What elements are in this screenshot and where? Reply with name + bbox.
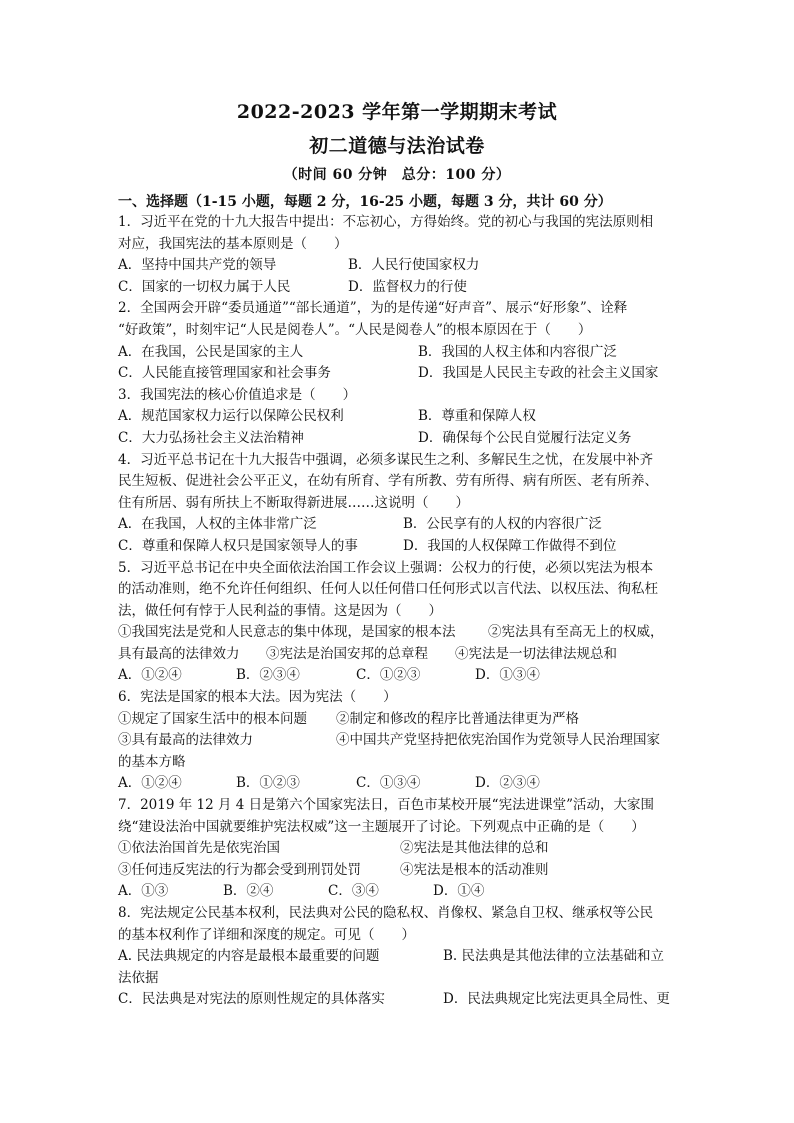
option-row: [118, 277, 680, 299]
statement-4: ④中国共产党坚持把依宪治国作为党领导人民治理国家: [336, 732, 660, 749]
option-a: A．①③: [118, 883, 169, 900]
option-b: B．人民行使国家权力: [348, 257, 480, 274]
option-c: C．大力弘扬社会主义法治精神: [118, 429, 304, 446]
statement-2: ②宪法是其他法律的总和: [400, 840, 549, 857]
option-c: C．尊重和保障人权只是国家领导人的事: [118, 537, 358, 554]
question-stem: 3．我国宪法的核心价值追求是（ ）: [118, 386, 357, 403]
option-b: B．①②③: [236, 775, 300, 792]
question-stem: 4．习近平总书记在十九大报告中强调，必须多谋民生之利、多解民生之忧，在发展中补齐: [118, 451, 654, 468]
option-row: [118, 665, 680, 687]
option-c: C．③④: [328, 883, 379, 900]
statement-4: ④宪法是根本的活动准则: [400, 861, 549, 878]
option-b: B. 民法典是其他法律的立法基础和立: [443, 948, 665, 965]
option-row: [118, 968, 680, 990]
option-d: D．民法典规定比宪法更具全局性、更: [443, 991, 670, 1008]
section-heading: 一、选择题（1-15 小题，每题 2 分，16-25 小题，每题 3 分，共计 60 分）: [118, 194, 612, 210]
option-d: D．我国是人民民主专政的社会主义国家: [418, 365, 659, 382]
statement-2-cont: 具有最高的法律效力: [118, 645, 240, 662]
question-stem: 对应，我国宪法的基本原则是（ ）: [118, 235, 348, 252]
question-list: [118, 212, 680, 1011]
question-stem: 法，做任何有悖于人民利益的事情。这是因为（ ）: [118, 602, 442, 619]
question-stem: 的活动准则，绝不允许任何组织、任何人以任何借口任何形式以言代法、以权压法、徇私枉: [118, 581, 658, 598]
option-b: B．我国的人权主体和内容很广泛: [418, 343, 617, 360]
question-stem: “好政策”，时刻牢记“人民是阅卷人”。“人民是阅卷人”的根本原因在于（ ）: [118, 321, 592, 338]
question-stem: 5．习近平总书记在中央全面依法治国工作会议上强调：公权力的行使，必须以宪法为根本: [118, 559, 654, 576]
option-row: [118, 406, 680, 428]
statement-4-cont: 的基本方略: [118, 753, 186, 770]
statement-row: [118, 644, 680, 666]
option-d: D．监督权力的行使: [348, 278, 467, 295]
statement-row: [118, 709, 680, 731]
question-stem: 住有所居、弱有所扶上不断取得新进展……这说明（ ）: [118, 494, 469, 511]
option-row: [118, 536, 680, 558]
statement-row: [118, 622, 680, 644]
option-b: B．公民享有的人权的内容很广泛: [403, 516, 602, 533]
statement-4: ④宪法是一切法律法规总和: [455, 645, 617, 662]
option-a: A．在我国，人权的主体非常广泛: [118, 516, 317, 533]
option-row: [118, 428, 680, 450]
question-stem: 2．全国两会开辟“委员通道”“部长通道”，为的是传递“好声音”、展示“好形象”、诠释: [118, 300, 628, 317]
question-stem: 绕“建设法治中国就要维护宪法权威”这一主题展开了讨论。下列观点中正确的是（ ）: [118, 818, 645, 835]
option-row: [118, 881, 680, 903]
statement-row: [118, 838, 680, 860]
option-a: A．坚持中国共产党的领导: [118, 257, 277, 274]
statement-3: ③宪法是治国安邦的总章程: [266, 645, 428, 662]
option-c: C．①③④: [356, 775, 421, 792]
statement-3: ③具有最高的法律效力: [118, 732, 253, 749]
option-d: D．①③④: [475, 667, 540, 684]
statement-2: ②宪法具有至高无上的权威，: [488, 624, 664, 641]
option-row: [118, 946, 680, 968]
option-row: [118, 363, 680, 385]
option-b: B．②④: [223, 883, 274, 900]
option-b: B．尊重和保障人权: [418, 408, 536, 425]
option-a: A．①②④: [118, 775, 182, 792]
option-row: [118, 255, 680, 277]
option-d: D．②③④: [475, 775, 540, 792]
option-d: D．我国的人权保障工作做得不到位: [403, 537, 617, 554]
option-c: C．民法典是对宪法的原则性规定的具体落实: [118, 991, 385, 1008]
question-stem: 8．宪法规定公民基本权利，民法典对公民的隐私权、肖像权、紧急自卫权、继承权等公民: [118, 905, 654, 921]
question-stem: 民生短板、促进社会公平正义，在幼有所育、学有所教、劳有所得、病有所医、老有所养、: [118, 473, 658, 490]
option-b: B．②③④: [236, 667, 300, 684]
option-a: A．在我国，公民是国家的主人: [118, 343, 304, 360]
option-a: A．规范国家权力运行以保障公民权利: [118, 408, 344, 425]
option-b-cont: 法依据: [118, 969, 159, 986]
option-c: C．①②③: [356, 667, 421, 684]
statement-row: [118, 730, 680, 752]
statement-2: ②制定和修改的程序比普通法律更为严格: [336, 710, 579, 727]
option-row: [118, 773, 680, 795]
statement-row: [118, 860, 680, 882]
question-stem: 1．习近平在党的十九大报告中提出：不忘初心，方得始终。党的初心与我国的宪法原则相: [118, 214, 654, 230]
exam-title: 2022-2023 学年第一学期期末考试: [236, 101, 558, 123]
statement-1: ①规定了国家生活中的根本问题: [118, 710, 307, 727]
option-c: C．人民能直接管理国家和社会事务: [118, 365, 331, 382]
question-stem: 7．2019 年 12 月 4 日是第六个国家宪法日，百色市某校开展“宪法进课堂”活动，大家围: [118, 797, 654, 814]
exam-subtitle: 初二道德与法治试卷: [309, 135, 485, 157]
option-row: [118, 989, 680, 1011]
exam-info: （时间 60 分钟 总分：100 分）: [283, 167, 511, 183]
question-stem: 的基本权利作了详细和深度的规定。可见（ ）: [118, 926, 415, 943]
statement-1: ①依法治国首先是依宪治国: [118, 840, 280, 857]
option-a: A. 民法典规定的内容是最根本最重要的问题: [118, 948, 380, 965]
option-a: A．①②④: [118, 667, 182, 684]
option-c: C．国家的一切权力属于人民: [118, 278, 291, 295]
option-d: D．确保每个公民自觉履行法定义务: [418, 429, 632, 446]
option-d: D．①④: [433, 883, 485, 900]
option-row: [118, 514, 680, 536]
statement-3: ③任何违反宪法的行为都会受到刑罚处罚: [118, 861, 361, 878]
statement-1: ①我国宪法是党和人民意志的集中体现，是国家的根本法: [118, 624, 456, 641]
question-stem: 6．宪法是国家的根本大法。因为宪法（ ）: [118, 689, 397, 706]
statement-row: [118, 752, 680, 774]
option-row: [118, 342, 680, 364]
